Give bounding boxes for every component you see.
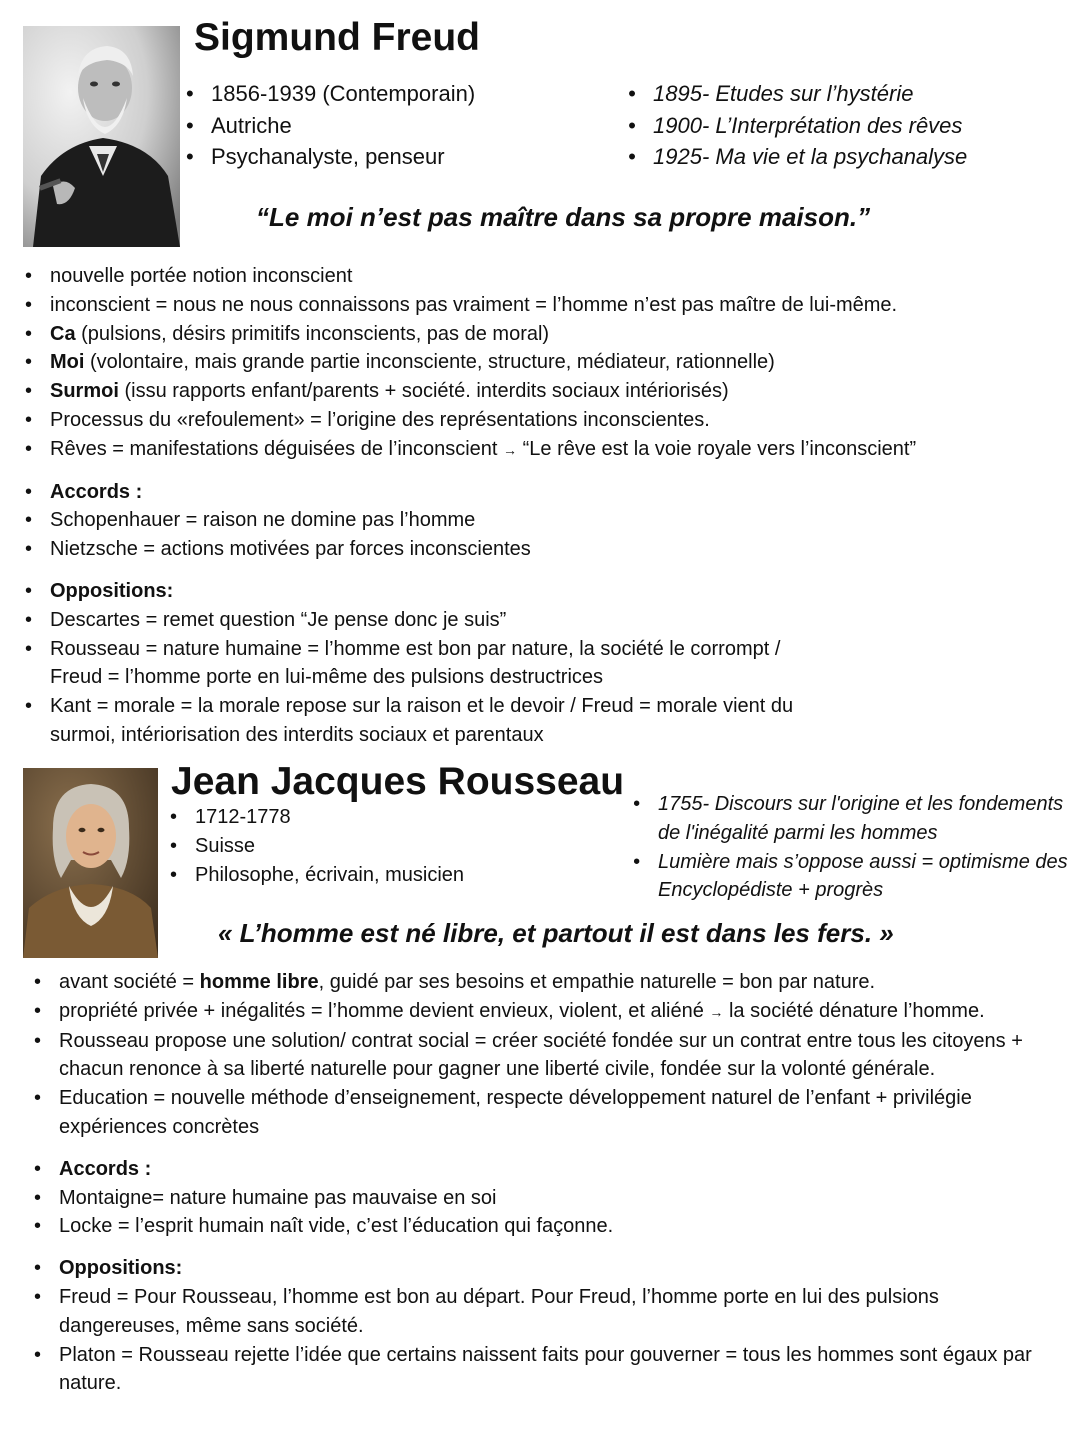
rousseau-quote: « L’homme est né libre, et partout il est dans les fers. » [218, 918, 894, 948]
freud-name: Sigmund Freud [194, 16, 480, 59]
rousseau-portrait [23, 768, 158, 958]
rousseau-opposition: • Freud = Pour Rousseau, l’homme est bon au départ. Pour Freud, l’homme porte en lui des pulsions dangereuses, même sans société. [32, 1283, 1019, 1341]
freud-profession: • Psychanalyste, penseur [184, 141, 475, 173]
freud-point: • Processus du «refoulement» = l’origine des représentations inconscientes. [23, 406, 1063, 435]
freud-point: • nouvelle portée notion inconscient [23, 262, 1063, 291]
freud-accord: • Nietzsche = actions motivées par forces inconscientes [23, 535, 1063, 564]
freud-works-list [626, 78, 967, 173]
rousseau-accords-title: • Accords : [32, 1155, 1072, 1184]
rousseau-info-list [168, 803, 464, 889]
rousseau-opposition: • Platon = Rousseau rejette l’idée que certains naissent faits pour gouverner = tous les hommes sont égaux par nature. [32, 1341, 1069, 1399]
term: Surmoi [50, 380, 119, 403]
rousseau-work-lumiere: • Lumière mais s’oppose aussi = optimisme des Encyclopédiste + progrès [631, 848, 1071, 906]
freud-country: • Autriche [184, 110, 475, 142]
rousseau-accord: • Locke = l’esprit humain naît vide, c’est l’éducation qui façonne. [32, 1212, 1072, 1241]
freud-work-1895: • 1895- Etudes sur l’hystérie [626, 78, 967, 110]
rousseau-points [32, 968, 1072, 1398]
freud-quote: “Le moi n’est pas maître dans sa propre maison.” [256, 202, 871, 232]
rousseau-work-1755: • 1755- Discours sur l'origine et les fondements de l'inégalité parmi les hommes [631, 790, 1071, 848]
freud-portrait [23, 26, 180, 247]
freud-oppositions-title: • Oppositions: [23, 577, 1063, 606]
freud-work-1900: • 1900- L’Interprétation des rêves [626, 110, 967, 142]
rousseau-name: Jean Jacques Rousseau [171, 760, 625, 803]
term: Ca [50, 322, 76, 345]
freud-points [23, 262, 1063, 750]
freud-point: • Moi (volontaire, mais grande partie inconsciente, structure, médiateur, rationnelle) [23, 348, 1063, 377]
rousseau-profession: • Philosophe, écrivain, musicien [168, 861, 464, 890]
freud-point: • Ca (pulsions, désirs primitifs inconscients, pas de moral) [23, 320, 1063, 349]
arrow-icon: → [709, 1003, 724, 1020]
freud-accord: • Schopenhauer = raison ne domine pas l’homme [23, 506, 1063, 535]
term: homme libre [199, 971, 319, 993]
freud-info-list [184, 78, 475, 173]
freud-opposition: • Descartes = remet question “Je pense donc je suis” [23, 606, 1063, 635]
freud-work-1925: • 1925- Ma vie et la psychanalyse [626, 141, 967, 173]
freud-accords-title: • Accords : [23, 478, 1063, 507]
rousseau-point: • Rousseau propose une solution/ contrat social = créer société fondée sur un contrat entre tous les citoyens + chacun renonce à sa liberté naturelle pour gagner une liberté civile, fondée sur la volonté générale. [32, 1027, 1079, 1085]
freud-point: • inconscient = nous ne nous connaissons pas vraiment = l’homme n’est pas maître de lui-même. [23, 291, 1063, 320]
rousseau-works-list [631, 790, 1071, 905]
freud-point: • Surmoi (issu rapports enfant/parents + société. interdits sociaux intériorisés) [23, 377, 1063, 406]
freud-opposition: • Rousseau = nature humaine = l’homme est bon par nature, la société le corrompt / Freud = l’homme porte en lui-même des pulsions destructrices [23, 635, 830, 693]
arrow-icon: → [503, 441, 518, 458]
rousseau-point: • propriété privée + inégalités = l’homme devient envieux, violent, et aliéné → la société dénature l’homme. [32, 997, 1072, 1027]
freud-opposition: • Kant = morale = la morale repose sur la raison et le devoir / Freud = morale vient du surmoi, intériorisation des interdits sociaux et parentaux [23, 692, 850, 750]
rousseau-point: • Education = nouvelle méthode d’enseignement, respecte développement naturel de l’enfant + privilégie expériences concrètes [32, 1084, 1059, 1142]
rousseau-dates: • 1712-1778 [168, 803, 464, 832]
freud-dates: • 1856-1939 (Contemporain) [184, 78, 475, 110]
rousseau-accord: • Montaigne= nature humaine pas mauvaise en soi [32, 1184, 1072, 1213]
rousseau-country: • Suisse [168, 832, 464, 861]
freud-point: • Rêves = manifestations déguisées de l’inconscient → “Le rêve est la voie royale vers l’inconscient” [23, 435, 1063, 465]
rousseau-oppositions-title: • Oppositions: [32, 1254, 1072, 1283]
rousseau-point: • avant société = homme libre, guidé par ses besoins et empathie naturelle = bon par nature. [32, 968, 1072, 997]
term: Moi [50, 351, 85, 374]
